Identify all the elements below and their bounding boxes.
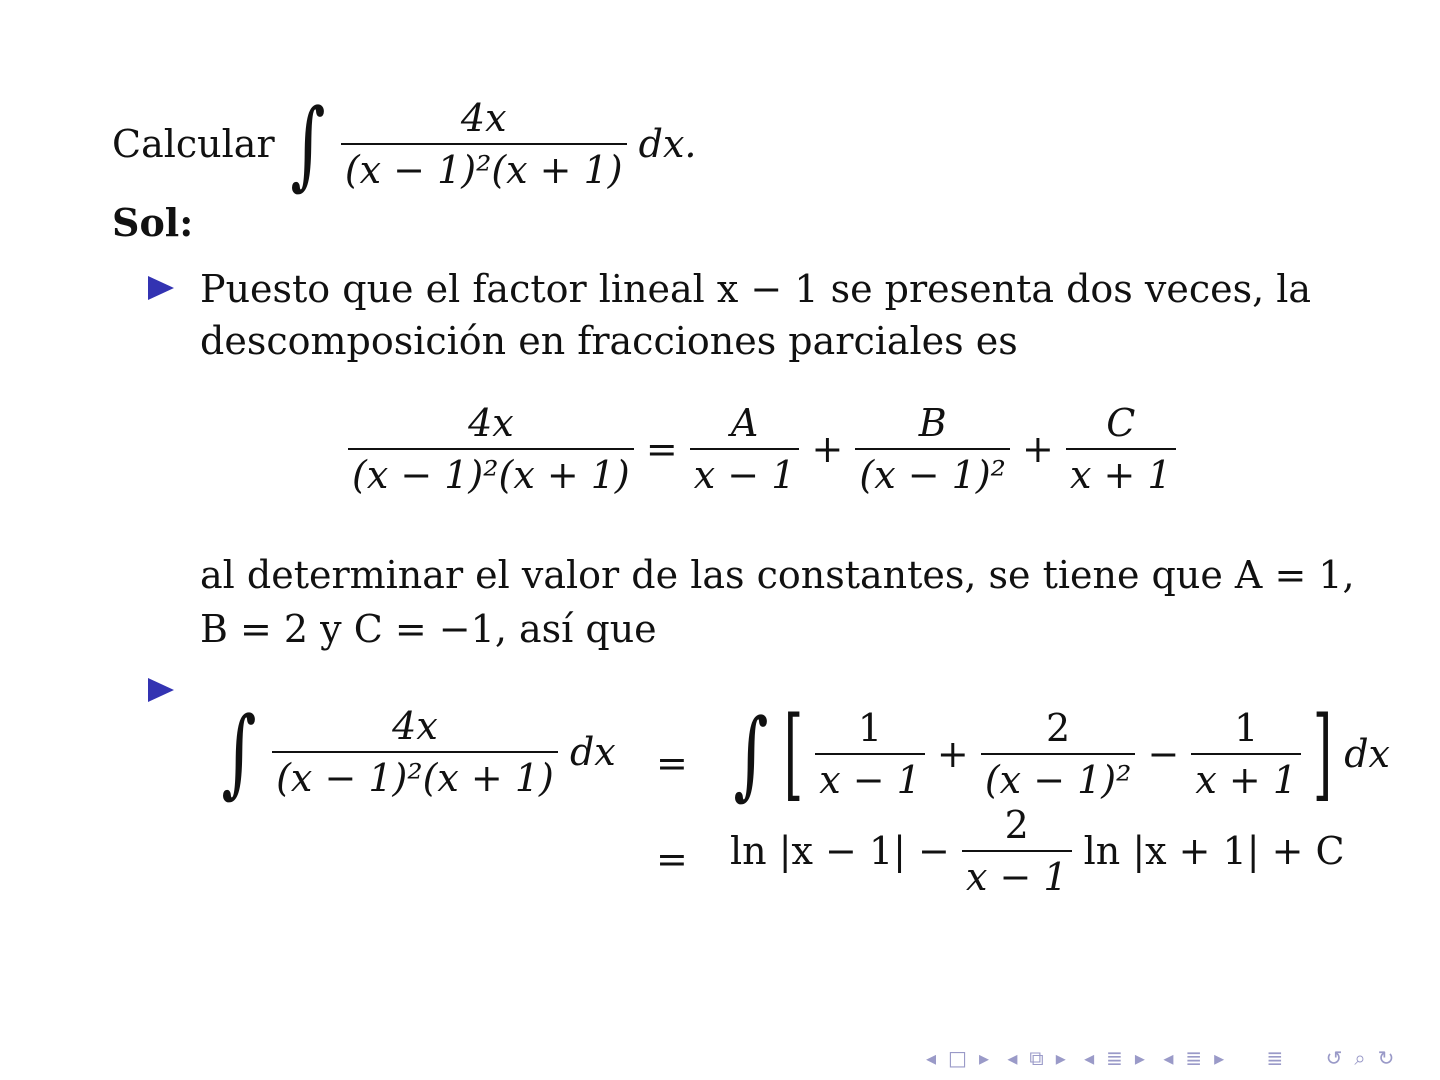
decomp-t1-den: x − 1: [693, 453, 796, 497]
stack-icon[interactable]: ⧉: [1029, 1046, 1044, 1070]
triangle-right-icon[interactable]: ▸: [978, 1046, 989, 1070]
decomp-plus-1: +: [811, 427, 844, 471]
triangle-left-icon[interactable]: ◂: [1007, 1046, 1018, 1070]
align-icon[interactable]: ≣: [1106, 1046, 1123, 1070]
decomp-t1-num: A: [690, 404, 800, 450]
search-icon[interactable]: ⌕: [1354, 1046, 1366, 1070]
int-r1-num: 1: [815, 709, 925, 755]
int-r2-num: 2: [981, 709, 1136, 755]
int-r3-num: 1: [1191, 709, 1301, 755]
problem-statement: [112, 88, 697, 200]
int-plus: +: [936, 732, 969, 776]
int-lhs-den: (x − 1)²(x + 1): [276, 756, 554, 800]
decomp-plus-2: +: [1022, 427, 1054, 471]
problem-fraction: [341, 96, 627, 192]
triangle-left-icon[interactable]: ◂: [1084, 1046, 1095, 1070]
integral-sign: ∫: [733, 698, 769, 810]
triangle-right-icon[interactable]: ▸: [1055, 1046, 1066, 1070]
int-r2-den: (x − 1)²: [984, 758, 1132, 802]
problem-numerator: 4x: [341, 99, 627, 145]
triangle-left-icon[interactable]: ◂: [926, 1046, 937, 1070]
decomp-t3-den: x + 1: [1069, 453, 1172, 497]
problem-suffix: dx.: [638, 122, 697, 166]
forward-icon[interactable]: ↻: [1377, 1046, 1395, 1070]
integral-result: [730, 803, 1345, 899]
int-r1-den: x − 1: [819, 758, 921, 802]
left-bracket: [: [783, 695, 804, 812]
align-icon[interactable]: ≣: [1185, 1046, 1203, 1070]
int-lhs-dx: dx: [569, 730, 616, 774]
decomp-t2-den: (x − 1)²: [859, 453, 1006, 497]
integral-sign: ∫: [290, 88, 326, 200]
result-frac-num: 2: [962, 806, 1072, 852]
decomp-t2-num: B: [855, 404, 1010, 450]
int-minus: −: [1147, 732, 1180, 776]
problem-denominator: (x − 1)²(x + 1): [344, 148, 623, 192]
problem-prefix: Calcular: [112, 122, 275, 166]
triangle-left-icon[interactable]: ◂: [1163, 1046, 1174, 1070]
solution-label: Sol:: [112, 200, 194, 245]
result-frac-den: x − 1: [965, 855, 1068, 899]
integral-rhs: [730, 695, 1390, 812]
align-icon[interactable]: ≣: [1266, 1046, 1284, 1070]
triangle-right-icon[interactable]: ▸: [1134, 1046, 1145, 1070]
result-part-a: ln |x − 1| −: [730, 829, 950, 873]
bullet-marker: [148, 276, 174, 300]
constants-line1: al determinar el valor de las constantes, se tiene que A = 1,: [200, 553, 1355, 597]
frame-icon[interactable]: □: [948, 1046, 967, 1070]
right-bracket: ]: [1312, 695, 1333, 812]
back-icon[interactable]: ↺: [1325, 1046, 1343, 1070]
decomposition-equation: [348, 401, 1176, 497]
decomp-lhs-num: 4x: [348, 404, 634, 450]
beamer-navigation: [920, 1046, 1400, 1070]
integral-sign: ∫: [221, 696, 257, 808]
constants-line2: B = 2 y C = −1, así que: [200, 607, 657, 651]
bullet1-line1: Puesto que el factor lineal x − 1 se presenta dos veces, la: [200, 267, 1312, 311]
integral-equals-2: =: [656, 837, 688, 881]
bullet1-line2: descomposición en fracciones parciales es: [200, 319, 1018, 363]
integral-equals-1: =: [656, 741, 688, 785]
decomp-t3-num: C: [1066, 404, 1176, 450]
integral-lhs: [218, 696, 616, 808]
int-r3-den: x + 1: [1195, 758, 1297, 802]
bullet-marker: [148, 678, 174, 702]
result-part-b: ln |x + 1| + C: [1083, 829, 1345, 873]
decomp-lhs-den: (x − 1)²(x + 1): [352, 453, 630, 497]
int-rhs-dx: dx: [1344, 732, 1390, 776]
int-lhs-num: 4x: [272, 707, 558, 753]
decomp-equals: =: [645, 427, 678, 471]
triangle-right-icon[interactable]: ▸: [1214, 1046, 1225, 1070]
